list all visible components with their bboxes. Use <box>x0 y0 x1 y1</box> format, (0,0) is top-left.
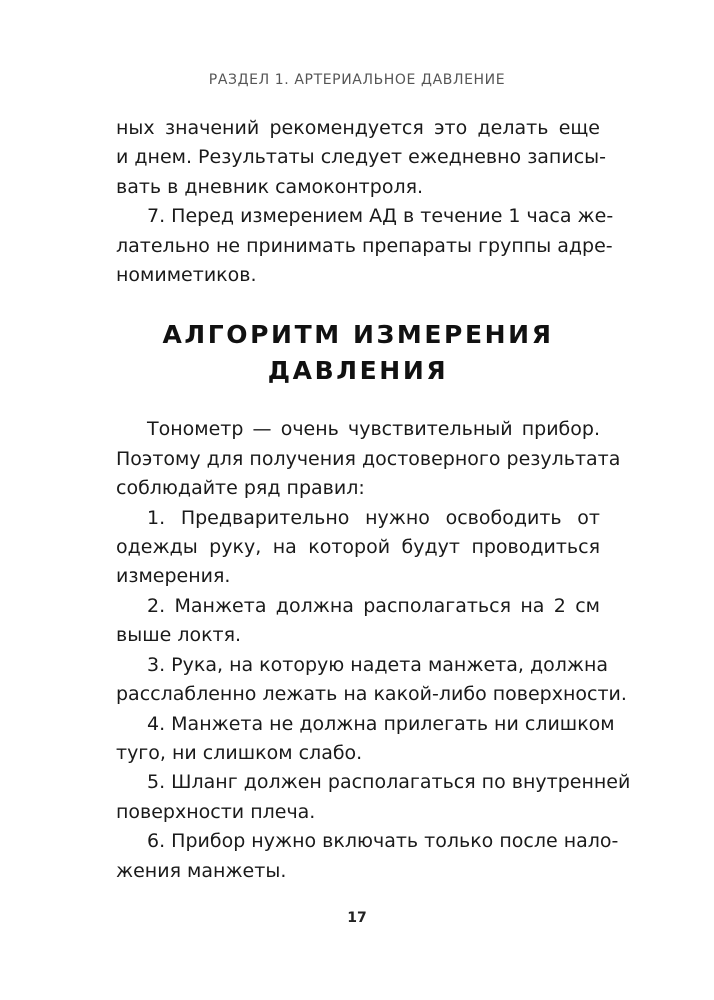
text-line: ных значений рекомендуется это делать еще <box>116 117 600 139</box>
intro-line: Тонометр — очень чувствительный прибор. <box>147 418 600 441</box>
rule-4-line: 4. Манжета не должна прилегать ни слишком <box>147 712 615 735</box>
page-number: 17 <box>347 910 367 926</box>
rule-6-line: 6. Прибор нужно включать только после нало- <box>147 830 619 853</box>
rule-1-line: одежды руку, на которой будут проводиться <box>116 536 600 559</box>
section-heading-line: АЛГОРИТМ ИЗМЕРЕНИЯ <box>162 320 554 350</box>
intro-line: соблюдайте ряд правил: <box>116 477 365 500</box>
section-heading <box>116 317 600 389</box>
page-body <box>116 114 631 886</box>
running-head: РАЗДЕЛ 1. АРТЕРИАЛЬНОЕ ДАВЛЕНИЕ <box>208 72 506 88</box>
rule-2-line: выше локтя. <box>116 624 242 647</box>
rule-3-line: расслабленно лежать на какой-либо поверхности. <box>116 683 627 706</box>
rule-6-line: жения манжеты. <box>116 859 287 882</box>
list-item-7-line: 7. Перед измерением АД в течение 1 часа же- <box>147 205 614 228</box>
rule-5-line: 5. Шланг должен располагаться по внутренней <box>147 771 631 794</box>
rule-2-line: 2. Манжета должна располагаться на 2 см <box>147 594 600 617</box>
list-item-7-line: лательно не принимать препараты группы адре- <box>116 234 613 257</box>
rule-3-line: 3. Рука, на которую надета манжета, должна <box>147 653 609 676</box>
list-item-7-line: номиметиков. <box>116 264 257 287</box>
rule-5-line: поверхности плеча. <box>116 800 316 823</box>
rule-4-line: туго, ни слишком слабо. <box>116 741 363 764</box>
intro-line: Поэтому для получения достоверного результата <box>116 447 621 470</box>
rule-1-line: 1. Предварительно нужно освободить от <box>147 506 600 529</box>
section-heading-line: ДАВЛЕНИЯ <box>267 356 449 386</box>
rule-1-line: измерения. <box>116 565 231 588</box>
text-line: и днем. Результаты следует ежедневно записы- <box>116 146 607 169</box>
text-line: вать в дневник самоконтроля. <box>116 175 424 198</box>
